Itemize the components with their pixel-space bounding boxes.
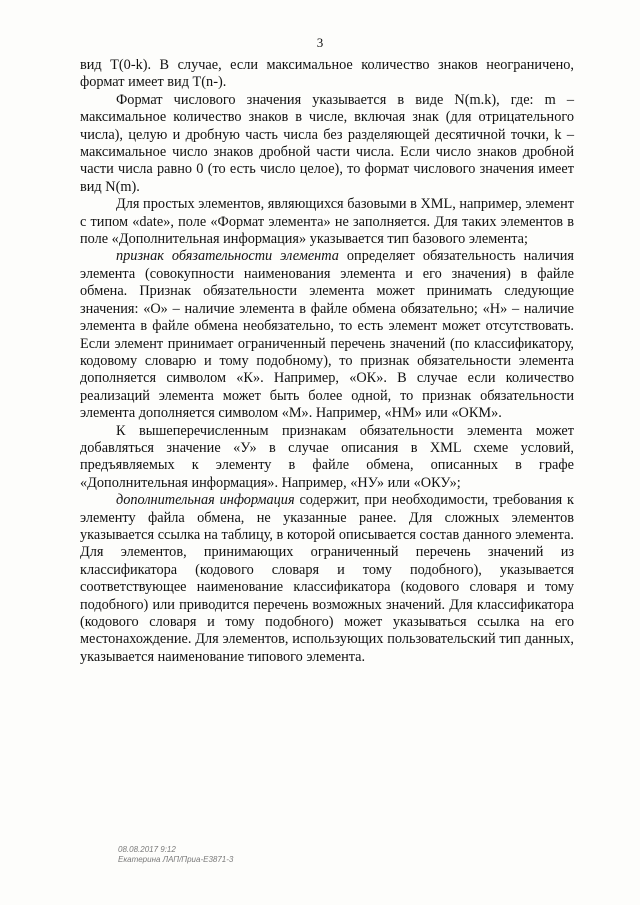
page-number: 3 (316, 35, 324, 50)
footer-timestamp: 08.08.2017 9:12 (118, 845, 176, 854)
paragraph-6-text: содержит, при необходимости, требования к элементу файла обмена, не указанные ранее. Для сложных элементов указывается ссылка на таблицу, в которой описывается состав данного элемента. Для элементов, принимающих ограниченный перечень значений из классификатора (кодового словаря и тому подобного), указывается соответствующее наименование классификатора (кодового словаря и тому подобного) или приводится перечень возможных значений. Для классификатора (кодового словаря и тому подобного) может указываться ссылка на его местонахождение. Для элементов, использующих пользовательский тип данных, указывается наименование типового элемента. (80, 492, 574, 665)
paragraph-6-lead: дополнительная информация (116, 492, 295, 509)
paragraph-6 (80, 492, 574, 666)
paragraph-5-text: К вышеперечисленным признакам обязательности элемента может добавляться значение «У» в случае описания в XML схеме условий, предъявляемых к элементу в файле обмена, описанных в графе «Дополнительная информация». Например, «НУ» или «ОКУ»; (80, 422, 574, 491)
paragraph-4 (80, 248, 574, 422)
paragraph-4-text: определяет обязательность наличия элемента (совокупности наименования элемента и его значения) в файле обмена. Признак обязательности элемента может принимать следующие значения: «О» – наличие элемента в файле обмена обязательно; «Н» – наличие элемента в файле обмена необязательно, то есть элемент может отсутствовать. Если элемент принимает ограниченный перечень значений (по классификатору, кодовому словарю и тому подобному), то признак обязательности элемента дополняется символом «К». Например, «ОК». В случае если количество реализаций элемента может быть более одной, то признак обязательности элемента дополняется символом «М». Например, «НМ» или «ОКМ». (80, 248, 574, 422)
footer-stamp (118, 845, 233, 865)
document-body (80, 57, 574, 666)
paragraph-4-lead: признак обязательности элемента (116, 248, 339, 265)
paragraph-3 (80, 196, 574, 248)
paragraph-2 (80, 92, 574, 196)
paragraph-3-text: Для простых элементов, являющихся базовыми в XML, например, элемент с типом «date», поле «Формат элемента» не заполняется. Для таких элементов в поле «Дополнительная информация» указывается тип базового элемента; (80, 196, 574, 248)
paragraph-2-text: Формат числового значения указывается в виде N(m.k), где: m – максимальное количество знаков в числе, включая знак (для отрицательного числа), целую и дробную часть числа без разделяющей десятичной точки, k – максимальное число знаков дробной части числа. Если число знаков дробной части числа равно 0 (то есть число целое), то формат числового значения имеет вид N(m). (80, 91, 574, 195)
paragraph-1 (80, 57, 574, 92)
paragraph-1-text: вид T(0-k). В случае, если максимальное количество знаков неограничено, формат имеет вид T(n-). (80, 57, 574, 91)
footer-author: Екатерина ЛАП/Приа-Е3871-3 (118, 855, 234, 864)
paragraph-5 (80, 423, 574, 493)
